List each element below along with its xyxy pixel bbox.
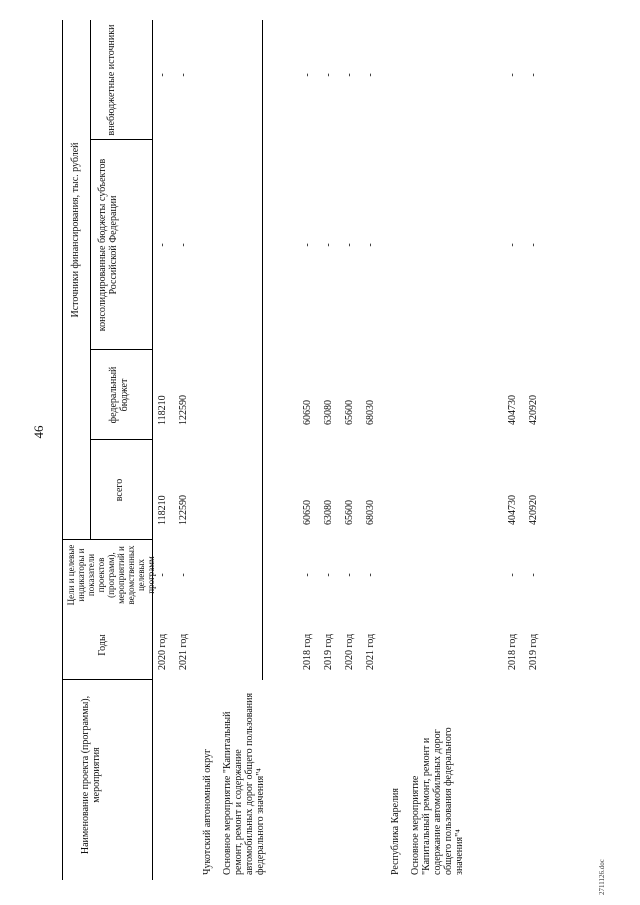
row-regional: - <box>344 243 355 247</box>
table-line <box>62 679 152 680</box>
header-funding-sources: Источники финансирования, тыс. рублей <box>70 142 81 318</box>
row-indicator: - <box>302 573 313 577</box>
row-offbudget: - <box>507 73 518 77</box>
row-total: 118210 <box>157 495 168 525</box>
header-name: Наименование проекта (программы), мероприятия <box>80 695 102 855</box>
row-federal: 68030 <box>365 400 376 425</box>
row-total: 63080 <box>323 500 334 525</box>
row-regional: - <box>302 243 313 247</box>
row-federal: 404730 <box>507 395 518 425</box>
region-name: Чукотский автономный округ <box>202 748 213 875</box>
footer-filename: 2711126.doc <box>598 859 606 895</box>
row-year: 2021 год <box>178 633 189 670</box>
page-number: 46 <box>31 425 46 439</box>
row-total: 68030 <box>365 500 376 525</box>
row-offbudget: - <box>323 73 334 77</box>
row-year: 2019 год <box>528 633 539 670</box>
row-year: 2018 год <box>302 633 313 670</box>
row-regional: - <box>323 243 334 247</box>
region-name: Республика Карелия <box>390 788 401 875</box>
row-indicator: - <box>365 573 376 577</box>
row-offbudget: - <box>302 73 313 77</box>
row-total: 122590 <box>178 495 189 525</box>
table-line <box>152 20 153 880</box>
row-indicator: - <box>323 573 334 577</box>
row-total: 404730 <box>507 495 518 525</box>
row-total: 60650 <box>302 500 313 525</box>
row-offbudget: - <box>344 73 355 77</box>
row-indicator: - <box>157 573 168 577</box>
row-offbudget: - <box>365 73 376 77</box>
row-offbudget: - <box>178 73 189 77</box>
row-indicator: - <box>344 573 355 577</box>
measure-name: Основное мероприятие "Капитальный ремонт, ремонт и содержание автомобильных дорог общего пользования федерального значения"⁴ <box>410 727 465 875</box>
row-regional: - <box>178 243 189 247</box>
table-line <box>90 20 91 540</box>
row-regional: - <box>507 243 518 247</box>
row-year: 2020 год <box>157 633 168 670</box>
header-regional: консолидированные бюджеты субъектов Российской Федерации <box>97 158 119 332</box>
row-year: 2019 год <box>323 633 334 670</box>
row-year: 2018 год <box>507 633 518 670</box>
row-indicator: - <box>528 573 539 577</box>
row-year: 2020 год <box>344 633 355 670</box>
header-indicators: Цели и целевые индикаторы и показатели проектов (программ), мероприятий и ведомственных целевых программ <box>66 544 156 606</box>
row-federal: 60650 <box>302 400 313 425</box>
row-federal: 65600 <box>344 400 355 425</box>
table-line <box>262 20 263 680</box>
row-total: 65600 <box>344 500 355 525</box>
row-total: 420920 <box>528 495 539 525</box>
measure-name: Основное мероприятие "Капитальный ремонт, ремонт и содержание автомобильных дорог общего пользования федерального значения"⁴ <box>222 692 266 875</box>
row-regional: - <box>157 243 168 247</box>
header-offbudget: внебюджетные источники <box>106 24 117 136</box>
row-indicator: - <box>507 573 518 577</box>
header-federal: федеральный бюджет <box>108 366 130 424</box>
row-federal: 118210 <box>157 395 168 425</box>
header-total: всего <box>114 478 125 502</box>
row-federal: 63080 <box>323 400 334 425</box>
row-offbudget: - <box>157 73 168 77</box>
row-regional: - <box>528 243 539 247</box>
funding-table <box>62 20 542 880</box>
row-federal: 420920 <box>528 395 539 425</box>
row-regional: - <box>365 243 376 247</box>
header-years: Годы <box>97 634 108 656</box>
row-year: 2021 год <box>365 633 376 670</box>
row-indicator: - <box>178 573 189 577</box>
row-federal: 122590 <box>178 395 189 425</box>
table-line <box>62 20 63 880</box>
row-offbudget: - <box>528 73 539 77</box>
